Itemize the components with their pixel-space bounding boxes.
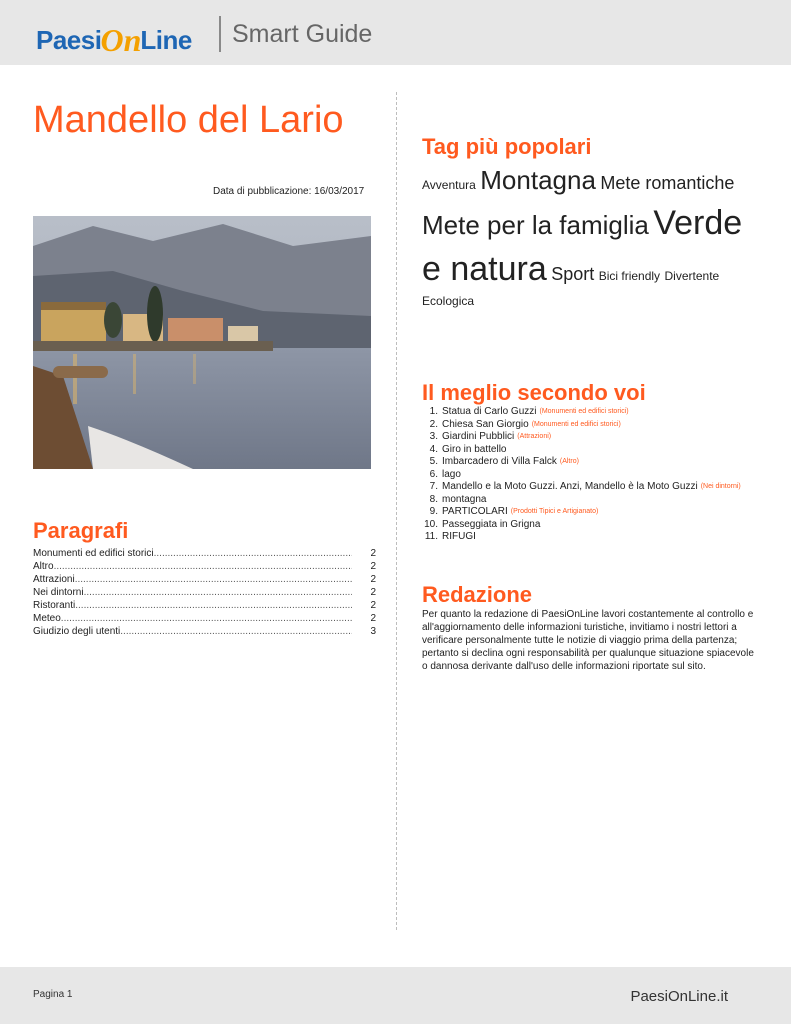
logo-text-paesi: Paesi — [36, 25, 102, 55]
page-title: Mandello del Lario — [33, 99, 344, 141]
tag-link[interactable]: Ecologica — [422, 294, 475, 308]
toc-page-number: 3 — [370, 626, 376, 637]
best-list-item[interactable] — [422, 444, 772, 457]
page-footer — [0, 967, 791, 1024]
toc-label: Ristoranti — [33, 600, 76, 611]
best-item-label: Chiesa San Giorgio — [442, 418, 529, 430]
best-item-number: 4. — [429, 443, 438, 455]
best-item-category: (Monumenti ed edifici storici) — [539, 408, 629, 415]
toc-page-number: 2 — [370, 574, 376, 585]
best-item-label: lago — [442, 468, 461, 480]
tag-link[interactable]: Mete per la famiglia — [422, 210, 649, 240]
toc-row[interactable] — [33, 586, 376, 599]
best-item-category: (Nei dintorni) — [700, 483, 741, 490]
redazione-text: Per quanto la redazione di PaesiOnLine lavori costantemente al controllo e all'aggiornamento delle informazioni turistiche, invitiamo i nostri lettori a verificare personalmente tutte le notizie di viaggio prima della partenza; pertanto si declina ogni responsabilità per qualunque situazione spiacevole o dannosa derivante dall'uso delle informazioni riportate sul sito. — [422, 609, 754, 672]
tag-link[interactable]: Avventura — [422, 178, 476, 192]
best-item-label: Giardini Pubblici — [442, 431, 515, 442]
toc-page-number: 2 — [370, 587, 376, 598]
best-item-category: (Altro) — [559, 458, 579, 465]
best-item-number: 11. — [424, 531, 438, 542]
best-item-number: 8. — [429, 493, 438, 505]
tag-link[interactable]: Mete romantiche — [600, 173, 735, 193]
best-list-item[interactable] — [422, 481, 772, 494]
toc-page-number: 2 — [370, 561, 376, 572]
toc-leader — [75, 573, 352, 586]
best-item-category: (Prodotti Tipici e Artigianato) — [510, 508, 599, 515]
best-item-number: 6. — [429, 468, 438, 480]
tag-cloud — [422, 160, 752, 310]
best-item-label: Mandello e la Moto Guzzi. Anzi, Mandello è la Moto Guzzi — [442, 481, 698, 492]
logo-text-line: Line — [140, 25, 192, 55]
paragraph-index — [33, 547, 376, 638]
toc-label: Altro — [33, 561, 54, 572]
best-list-item[interactable] — [422, 456, 772, 469]
best-item-category: (Attrazioni) — [517, 433, 552, 440]
best-list-item[interactable] — [422, 494, 772, 507]
paesionline-logo[interactable] — [36, 17, 192, 58]
redazione-heading: Redazione — [422, 582, 533, 607]
tag-link[interactable]: Bici friendly — [598, 269, 661, 283]
best-item-number: 9. — [429, 506, 438, 517]
best-list-item[interactable] — [422, 531, 772, 544]
best-item-label: PARTICOLARI — [442, 506, 508, 517]
tag-link[interactable]: Verde e natura — [422, 204, 743, 288]
toc-label: Monumenti ed edifici storici — [33, 548, 154, 559]
best-item-label: Imbarcadero di Villa Falck — [442, 456, 557, 467]
lake-photo-illustration — [33, 216, 371, 469]
best-item-label: Statua di Carlo Guzzi — [442, 406, 537, 417]
best-heading: Il meglio secondo voi — [422, 380, 646, 405]
toc-label: Meteo — [33, 613, 61, 624]
toc-row[interactable] — [33, 612, 376, 625]
column-separator — [396, 92, 397, 930]
toc-page-number: 2 — [370, 613, 376, 624]
best-list-item[interactable] — [422, 431, 772, 444]
page-header — [0, 0, 791, 65]
best-item-label: Passeggiata in Grigna — [442, 518, 541, 530]
toc-label: Nei dintorni — [33, 587, 84, 598]
toc-row[interactable] — [33, 560, 376, 573]
toc-label: Attrazioni — [33, 574, 75, 585]
best-item-number: 10. — [424, 518, 438, 530]
site-link[interactable]: PaesiOnLine.it — [630, 988, 728, 1005]
toc-label: Giudizio degli utenti — [33, 626, 121, 637]
best-item-number: 2. — [429, 418, 438, 430]
toc-row[interactable] — [33, 625, 376, 638]
logo-text-on: On — [100, 22, 142, 58]
best-list-item[interactable] — [422, 469, 772, 482]
best-item-number: 1. — [429, 406, 438, 417]
paragrafi-heading: Paragrafi — [33, 518, 129, 543]
best-item-number: 7. — [429, 481, 438, 492]
best-list-item[interactable] — [422, 419, 772, 432]
toc-leader — [75, 599, 352, 612]
tag-link[interactable]: Montagna — [480, 165, 596, 195]
best-item-label: RIFUGI — [442, 531, 476, 542]
toc-row[interactable] — [33, 573, 376, 586]
best-item-label: montagna — [442, 493, 487, 505]
toc-leader — [84, 586, 352, 599]
toc-row[interactable] — [33, 547, 376, 560]
tags-heading: Tag più popolari — [422, 134, 592, 159]
best-item-category: (Monumenti ed edifici storici) — [531, 420, 621, 428]
tag-link[interactable]: Divertente — [664, 269, 720, 283]
best-list-item[interactable] — [422, 519, 772, 532]
best-list — [422, 406, 772, 544]
toc-leader — [154, 547, 352, 560]
tag-link[interactable]: Sport — [551, 264, 595, 284]
toc-row[interactable] — [33, 599, 376, 612]
header-divider — [219, 16, 221, 52]
best-item-number: 3. — [429, 431, 438, 442]
toc-leader — [120, 625, 352, 638]
toc-page-number: 2 — [370, 600, 376, 611]
toc-leader — [61, 612, 352, 625]
toc-page-number: 2 — [370, 548, 376, 559]
best-list-item[interactable] — [422, 406, 772, 419]
page-number: Pagina 1 — [33, 989, 73, 1000]
best-item-label: Giro in battello — [442, 443, 507, 455]
toc-leader — [54, 560, 352, 573]
header-subtitle: Smart Guide — [232, 20, 373, 48]
publication-date: Data di pubblicazione: 16/03/2017 — [213, 186, 365, 197]
best-item-number: 5. — [429, 456, 438, 467]
town-photo — [33, 216, 371, 469]
best-list-item[interactable] — [422, 506, 772, 519]
